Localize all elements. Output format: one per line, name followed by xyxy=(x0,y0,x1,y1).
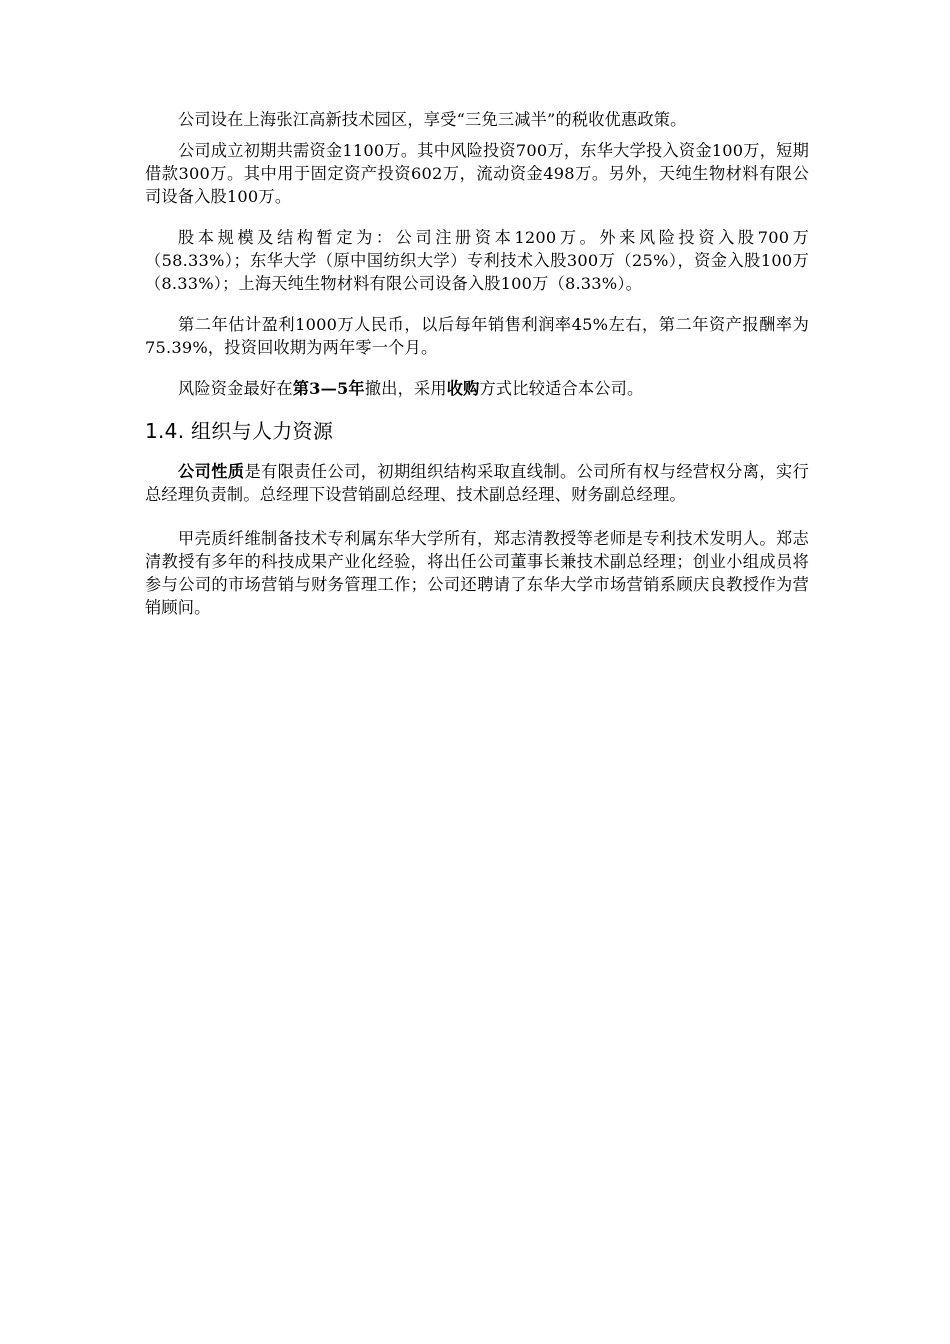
exit-text-after: 方式比较适合本公司。 xyxy=(479,379,644,398)
exit-period-bold: 第3—5年 xyxy=(292,379,365,398)
paragraph-company-nature xyxy=(145,460,809,506)
paragraph-patent-team: 甲壳质纤维制备技术专利属东华大学所有，郑志清教授等老师是专利技术发明人。郑志清教授有多年的科技成果产业化经验，将出任公司董事长兼技术副总经理；创业小组成员将参与公司的市场营销与财务管理工作；公司还聘请了东华大学市场营销系顾庆良教授作为营销顾问。 xyxy=(145,529,809,617)
exit-method-bold: 收购 xyxy=(446,379,480,398)
paragraph-initial-funding: 公司成立初期共需资金1100万。其中风险投资700万，东华大学投入资金100万，短期借款300万。其中用于固定资产投资602万，流动资金498万。另外，天纯生物材料有限公司设备入股100万。 xyxy=(145,141,809,206)
section-heading-organization: 1.4. 组织与人力资源 xyxy=(145,419,334,443)
document-page xyxy=(145,108,809,619)
exit-text-before: 风险资金最好在 xyxy=(178,379,293,398)
exit-text-middle: 撤出，采用 xyxy=(364,379,447,398)
paragraph-equity-structure: 股本规模及结构暂定为：公司注册资本1200万。外来风险投资入股700万（58.33%）；东华大学（原中国纺织大学）专利技术入股300万（25%），资金入股100万（8.33%）；上海天纯生物材料有限公司设备入股100万（8.33%）。 xyxy=(145,228,809,293)
paragraph-profit-forecast: 第二年估计盈利1000万人民币，以后每年销售利润率45%左右，第二年资产报酬率为75.39%，投资回收期为两年零一个月。 xyxy=(145,315,809,357)
company-nature-text: 是有限责任公司，初期组织结构采取直线制。公司所有权与经营权分离，实行总经理负责制。总经理下设营销副总经理、技术副总经理、财务副总经理。 xyxy=(145,462,809,504)
company-nature-bold: 公司性质 xyxy=(178,462,245,481)
paragraph-tax-policy: 公司设在上海张江高新技术园区，享受“三免三减半”的税收优惠政策。 xyxy=(178,110,687,129)
paragraph-exit-strategy xyxy=(145,377,809,400)
